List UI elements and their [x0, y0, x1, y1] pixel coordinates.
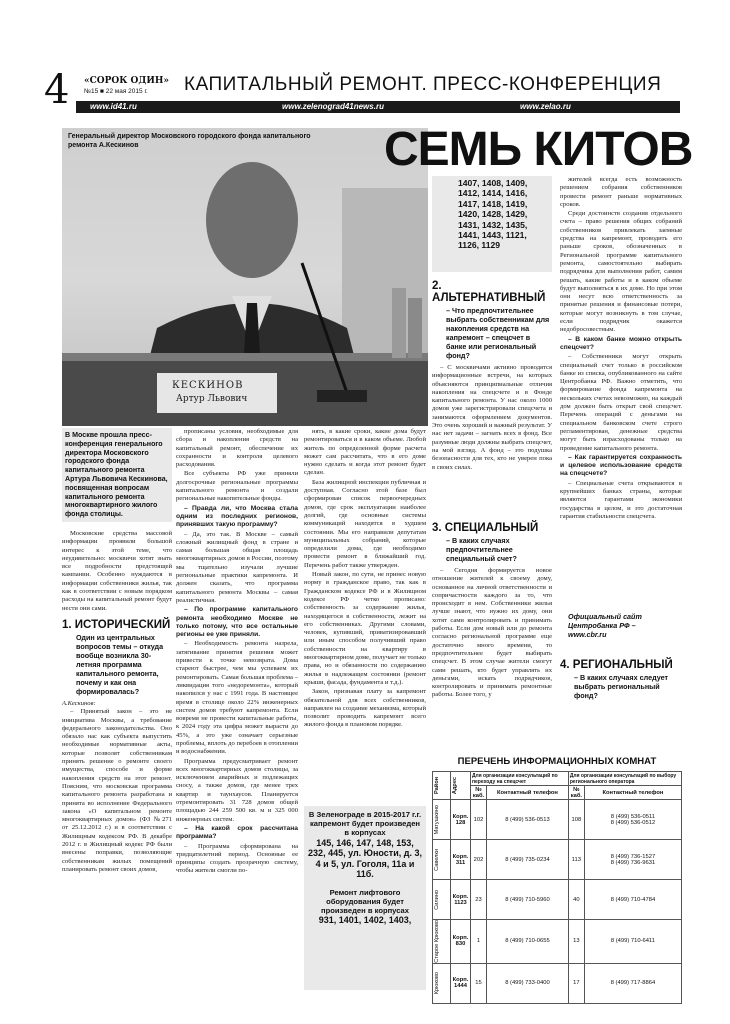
- section-1-title: 1. ИСТОРИЧЕСКИЙ: [62, 618, 171, 631]
- url-zelenograd41news[interactable]: www.zelenograd41news.ru: [282, 102, 384, 111]
- nameplate-surname: КЕСКИНОВ: [172, 380, 244, 391]
- col3-text-2: База жилищной инспекции публичная и доступная. Согласно этой базе был сформирован список первоочередных домов, где срок эксплуатации наиболее долгий, где основные системы коммуникаций находятся в худшем состоянии. Мы его направили депутатам муниципальных собраний, которые определили дома, где необходимо провести ремонт в ближайший год. Перечень работ также утвержден.: [304, 478, 426, 569]
- table-cell-room-2: 17: [568, 963, 584, 1003]
- url-id41[interactable]: www.id41.ru: [90, 102, 137, 111]
- lift-box-list: 931, 1401, 1402, 1403,: [318, 915, 412, 926]
- section-3-title: 3. СПЕЦИАЛЬНЫЙ: [432, 522, 539, 534]
- main-photo: [62, 128, 428, 426]
- table-cell-phone-2: 8 (499) 736-1527 8 (499) 736-9631: [584, 840, 681, 880]
- section-4-question: – В каких случаях следует выбрать региональный фонд?: [574, 673, 669, 700]
- header-phone-2: Контактный телефон: [584, 786, 681, 800]
- table-row: [433, 963, 682, 1003]
- nameplate-name: Артур Львович: [176, 394, 248, 404]
- section-1-question: Один из центральных вопросов темы – откуда вообще возникла 30-летняя программа капитального ремонта, почему и как она формировалась?: [76, 632, 164, 696]
- lift-list-continued: 1407, 1408, 1409, 1412, 1414, 1416, 1417, 1418, 1419, 1420, 1428, 1429, 1431, 1432, 1435, 1441, 1443, 1121, 1126, 1129: [432, 176, 552, 272]
- col2-question-2: – По программе капитального ремонта необходимо Москве не только потому, что все остальные регионы ее уже приняли.: [176, 606, 298, 639]
- table-cell-address: Корп. 1123: [451, 880, 471, 920]
- section-2-question: – Что предпочтительнее выбрать собственникам для накопления средств на капремонт – спецсчет в банке или региональный фонд?: [446, 306, 550, 360]
- col3-body: [304, 428, 426, 800]
- table-row: [433, 800, 682, 840]
- col2-text-3: – Да, это так. В Москве – самый сложный жилищный фонд в стране и самая большая общая площадь многоквартирных домов в России, поэтому мы тщательно изучали лучшие региональные практики капремонта. И должен сказать, что программа капитального ремонта Москвы – самая реалистичная.: [176, 530, 298, 604]
- table-cell-room-2: 108: [568, 800, 584, 840]
- table-cell-address: Корп. 128: [451, 800, 471, 840]
- header-group-special: Для организации консультаций по переходу на спецсчет: [471, 772, 569, 786]
- table-cell-district: Матушкино: [433, 800, 451, 840]
- table-row: [433, 920, 682, 964]
- column-1: [62, 428, 172, 933]
- col5-body: [560, 176, 682, 606]
- table-title: ПЕРЕЧЕНЬ ИНФОРМАЦИОННЫХ КОМНАТ: [457, 756, 657, 767]
- rooms-table: [432, 771, 682, 1004]
- table-cell-phone-1: 8 (499) 536-0513: [487, 800, 569, 840]
- section-2-text: – С москвичами активно проводятся информационные встречи, на которых объясняются принципиальные отличия накопления на спецсчете и в Фонде капитального ремонта. У нас около 1000 домов уже зарегистрировали спецсчета и занимаются оформлением документов. Это очень хороший и важный результат. У нас нет задачи – загнать всех в фонд. Все разумные люди должны выбрать спецсчет, на мой взгляд. А фонд – это подушка безопасности для тех, кто не уверен пока в своих силах.: [432, 364, 552, 471]
- official-site-note: [560, 612, 682, 639]
- col5-question-1: – В каком банке можно открыть спецсчет?: [560, 335, 682, 351]
- table-cell-room-2: 13: [568, 920, 584, 964]
- section-3-question: – В каких случаях предпочтительнее специальный счет?: [446, 536, 517, 563]
- col5-text-4: – Специальные счета открываются в крупнейших банках страны, которые являются гарантами экономики государства в целом, и это достаточная гарантия стабильности спецсчета.: [560, 479, 682, 520]
- photo-illustration: [62, 128, 428, 426]
- repair-box-title: В Зеленограде в 2015-2017 г.г. капремонт будет произведен в корпусах: [308, 810, 422, 838]
- col2-text-6: – Программа сформирована на тридцатилетний период. Основные ее принципы создать прозрачную систему, чтобы жители смогли по-: [176, 842, 298, 875]
- column-2: [176, 428, 298, 1023]
- table-cell-room-1: 15: [471, 963, 487, 1003]
- table-cell-district: Савелки: [433, 840, 451, 880]
- col5-text-1: жителей всегда есть возможность решением собрания собственников провести ремонт раньше нормативных сроков.: [560, 176, 682, 208]
- table-cell-room-1: 1: [471, 920, 487, 964]
- table-row: [433, 840, 682, 880]
- section-3-text: – Сегодня формируется новое отношение жителей к своему дому, основанное на личной ответственности и сопричастности каждого за то, что происходит в нем. Собственники жилья лучше знают, что нужно их дому, они хотят сами контролировать и принимать работы. Если дом новый или до ремонта согласно региональной программе еще достаточно много времени, то предпочтительнее будет выбирать спецсчет. В этом случае жители смогут сами решать, кто будет управлять их деньгами, искать подрядчиков, контролировать и принимать ремонтные работы. Более того, у: [432, 567, 552, 699]
- header-address: Адрес: [451, 772, 471, 800]
- table-cell-phone-1: 8 (499) 733-0400: [487, 963, 569, 1003]
- repair-box-list: 145, 146, 147, 148, 153, 232, 445, ул. Юности, д. 3, 4 и 5, ул. Гоголя, 11а и 11б.: [308, 837, 422, 880]
- col2-question-1: – Правда ли, что Москва стала одним из последних регионов, принявших такую программу?: [176, 504, 298, 529]
- speaker-name: А.Кескинов:: [62, 699, 96, 707]
- table-cell-phone-1: 8 (499) 710-5960: [487, 880, 569, 920]
- table-cell-phone-1: 8 (499) 735-0234: [487, 840, 569, 880]
- info-rooms-table: [432, 756, 682, 1004]
- issue-date: №15 ■ 22 мая 2015 г.: [84, 88, 148, 95]
- intro-paragraph: Московские средства массовой информации проявили большой интерес к этой теме, что неудивительно: москвичи хотят знать все подробности предстоящей кампании. Особенно нуждаются в информации собственники жилья, так как в соответствии с новым порядком расходы на капитальный ремонт будут нести они сами.: [62, 529, 172, 612]
- table-row: [433, 880, 682, 920]
- table-cell-room-1: 23: [471, 880, 487, 920]
- lead-paragraph: В Москве прошла пресс-конференция генерального директора Московского городского фонда капитального ремонта Артура Львовича Кескинова, посвященная вопросам капитального ремонта многоквартирного жилого фонда столицы.: [62, 428, 172, 522]
- lift-box-title: Ремонт лифтового оборудования будет произведен в корпусах: [321, 887, 409, 916]
- col2-question-3: – На какой срок рассчитана программа?: [176, 824, 298, 841]
- photo-caption: Генеральный директор Московского городского фонда капитального ремонта А.Кескинов: [68, 133, 311, 149]
- header-room-1: № каб.: [471, 786, 487, 800]
- header-room-2: № каб.: [568, 786, 584, 800]
- col2-text-2: Все субъекты РФ уже приняли долгосрочные региональные программы капитального ремонта и создали региональные накопительные фонды.: [176, 470, 298, 503]
- table-cell-address: Корп. 830: [451, 920, 471, 964]
- table-cell-phone-2: 8 (499) 717-8864: [584, 963, 681, 1003]
- column-3: [304, 428, 426, 990]
- paper-name: «СОРОК ОДИН»: [84, 76, 170, 86]
- header-group-regional: Для организации консультаций по выбору регионального оператора: [568, 772, 681, 786]
- table-cell-district: Крюково: [433, 963, 451, 1003]
- section-4-title: 4. РЕГИОНАЛЬНЫЙ: [560, 659, 673, 671]
- header-phone-1: Контактный телефон: [487, 786, 569, 800]
- official-site-label: Официальный сайт Центробанка РФ –: [568, 612, 642, 630]
- col5-text-3: – Собственники могут открыть специальный счет только в российском банке из списка, опубликованного на сайте Центробанка РФ. Важно отметить, что формирование фонда капремонта на нескольких счетах невозможно, на каждый дом должен быть открыт свой спецсчет. Перечень операций с деньгами на специальном банковском счете строго регламентирован, денежные средства могут быть израсходованы только на проведение капитального ремонта.: [560, 353, 682, 452]
- column-4: [432, 176, 552, 759]
- table-cell-address: Корп. 311: [451, 840, 471, 880]
- table-cell-phone-2: 8 (499) 710-4784: [584, 880, 681, 920]
- table-cell-address: Корп. 1444: [451, 963, 471, 1003]
- col2-text-1: прописаны условия, необходимые для сбора и накопления средств на капитальный ремонт, обеспечение их сохранности и контроля целевого расходования.: [176, 428, 298, 469]
- table-cell-phone-2: 8 (499) 536-0511 8 (499) 536-0512: [584, 800, 681, 840]
- col3-text-1: нять, в какие сроки, какие дома будут ремонтироваться и в каком объеме. Любой житель по определенной форме расчета может сам рассчитать, что в его доме нужно сделать и когда этот ремонт будет сделан.: [304, 428, 426, 477]
- col5-question-2: – Как гарантируется сохранность и целевое использование средств на спецсчете?: [560, 453, 682, 478]
- table-cell-room-1: 202: [471, 840, 487, 880]
- table-cell-phone-1: 8 (499) 710-0655: [487, 920, 569, 964]
- table-cell-district: Старое Крюково: [433, 920, 451, 964]
- page-number: 4: [44, 67, 70, 113]
- col2-text-4: – Необходимость ремонта назрела, затягивание принятия решения может привести к точке невозврата. Дома стареют быстрее, чем мы успеваем их ремонтировать. Самая большая проблема – ликвидация того «недоремонта», который накопился у нас с 1991 года. В настоящее время в столице около 22% инженерных систем домов требуют капремонта. Если вовремя не провести капитальные работы, к 2024 году эта цифра может вырасти до 45%, а это уже означает серьезные проблемы, вплоть до перебоев в отоплении и водоснабжении.: [176, 640, 298, 756]
- col2-text-5: Программа предусматривает ремонт всех многоквартирных домов столицы, за исключением аварийных и подлежащих сносу, а также домов, где менее трех квартир и таунхаусов. Планируется отремонтировать 31 728 домов общей площадью 244 259 500 кв. м и 325 000 инженерных систем.: [176, 757, 298, 823]
- section-2-title: 2. АЛЬТЕРНАТИВНЫЙ: [432, 280, 546, 304]
- section-title: КАПИТАЛЬНЫЙ РЕМОНТ. ПРЕСС-КОНФЕРЕНЦИЯ: [184, 74, 662, 95]
- col5-text-2: Среди достоинств создания отдельного счета – право решения общих собраний собственников привлекать заемные средства на капремонт, проводить его раньше сроков, обозначенных в Региональной программе капитального ремонта, самостоятельно выбирать подрядчика для выполнения работ, самим решать, какие работы и в каком объеме будут выполняться в их доме. Но при этом они несут всю ответственность за принятые решения и финансовые потери, которые могут возникнуть в том случае, если подрядчик окажется недобросовестным.: [560, 210, 682, 334]
- table-cell-room-1: 102: [471, 800, 487, 840]
- section-1-text: – Принятый закон – это не инициатива Москвы, а требование федерального законодательства. Оно обязало нас как субъекта выпустить необходимые нормативные акты, которые позволят собственникам принять решение о ремонте своего имущества, способе и форме накопления средств на этот ремонт. Поясним, что московская программа капитального ремонта разработана и принята во исполнение Федерального закона «О капитальном ремонте многоквартирных домов» (ФЗ №271 от 25.12.2012 г.) и в соответствии с Жилищным кодексом РФ. В декабре 2012 г. в Жилищный кодекс РФ были внесены поправки, позволяющие собственникам жилых помещений планировать ремонт своих домов,: [62, 708, 172, 873]
- column-5: [560, 176, 682, 704]
- zelenograd-repair-box: [304, 806, 426, 990]
- col3-text-3: Новый закон, по сути, не принес новую норму в гражданское право, так как в Гражданском кодексе РФ и в Жилищном кодексе РФ четко прописано: собственность за содержание жилья, находящегося в собственности, лежит на его собственниках. Другими словами, человек, купивший, приватизировавший или иным способом получивший право собственности на квартиру в многоквартирном доме, получает не только права, но и обязанности по содержанию жилья в надлежащем состоянии (ремонт крыши, фасада, фундамента и т.д.).: [304, 571, 426, 686]
- col3-text-4: Закон, признавая плату за капремонт обязательной для всех собственников, направлен на создание механизма, который позволит проводить капремонт всего жилого фонда в плановом порядке.: [304, 688, 426, 729]
- table-cell-room-2: 113: [568, 840, 584, 880]
- table-cell-phone-2: 8 (499) 710-6411: [584, 920, 681, 964]
- official-site-url[interactable]: www.cbr.ru: [568, 630, 607, 639]
- table-cell-district: Силино: [433, 880, 451, 920]
- url-zelao[interactable]: www.zelao.ru: [520, 102, 571, 111]
- table-cell-room-2: 40: [568, 880, 584, 920]
- header-district: Район: [433, 772, 451, 800]
- headline: СЕМЬ КИТОВ: [384, 123, 693, 176]
